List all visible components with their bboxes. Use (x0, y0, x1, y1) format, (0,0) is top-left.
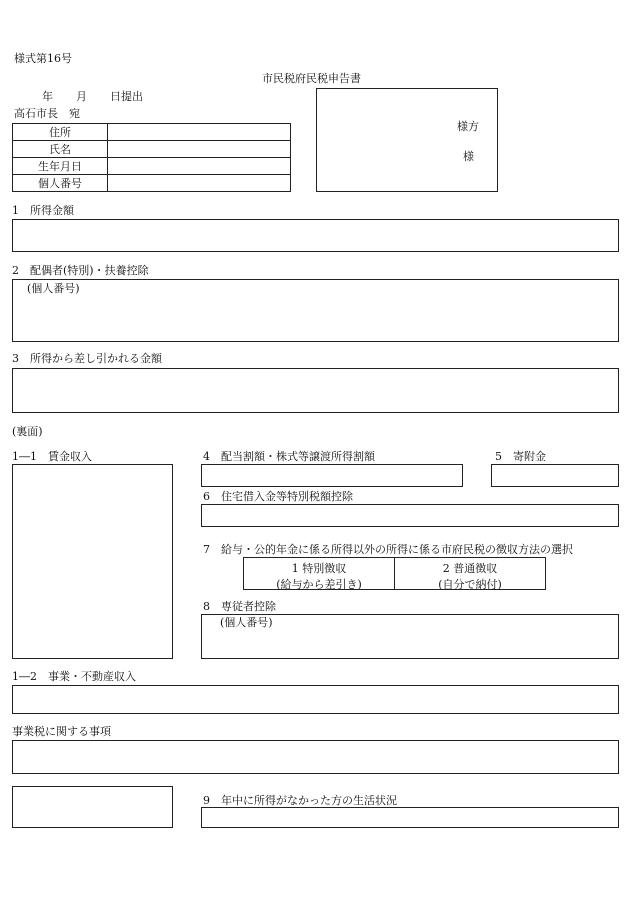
address-field[interactable] (108, 124, 291, 141)
section-donation-label: 5 寄附金 (495, 450, 546, 463)
section-dedicated-worker-label: 8 専従者控除 (203, 600, 276, 613)
section-deductions-label: 3 所得から差し引かれる金額 (12, 352, 162, 365)
personal-info-table (12, 123, 291, 192)
ordinary-collection-note: (自分で納付) (438, 578, 502, 591)
business-tax-field[interactable] (12, 740, 619, 774)
back-side-label: (裏面) (12, 425, 43, 438)
section-wage-income-label: 1―1 賃金収入 (12, 450, 92, 463)
addressee: 高石市長 宛 (14, 107, 80, 120)
spouse-deduction-field[interactable] (12, 279, 619, 342)
recipient-box[interactable] (316, 88, 498, 192)
individual-number-field[interactable] (108, 175, 291, 192)
special-collection-option[interactable] (244, 558, 394, 589)
date-year-label: 年 (42, 90, 53, 103)
personal-info-row (13, 124, 291, 141)
ordinary-collection-option[interactable] (394, 558, 545, 589)
address-label: 住所 (13, 124, 108, 141)
living-situation-field[interactable] (201, 807, 619, 828)
housing-loan-field[interactable] (201, 504, 619, 527)
ordinary-collection-title: 2 普通徴収 (442, 562, 498, 575)
business-tax-label: 事業税に関する事項 (12, 725, 111, 738)
personal-info-row (13, 175, 291, 192)
deductions-field[interactable] (12, 368, 619, 413)
income-field[interactable] (12, 219, 619, 252)
personal-info-row (13, 141, 291, 158)
wage-income-field[interactable] (12, 464, 173, 659)
section-collection-method-label: 7 給与・公的年金に係る所得以外の所得に係る市府民税の徴収方法の選択 (203, 543, 573, 556)
section-living-situation-label: 9 年中に所得がなかった方の生活状況 (203, 794, 397, 807)
name-label: 氏名 (13, 141, 108, 158)
dedicated-worker-individual-number-label: (個人番号) (220, 616, 273, 629)
name-field[interactable] (108, 141, 291, 158)
business-income-field[interactable] (12, 685, 619, 714)
donation-field[interactable] (491, 464, 619, 487)
special-collection-title: 1 特別徴収 (291, 562, 347, 575)
date-month-label: 月 (76, 90, 87, 103)
special-collection-note: (給与から差引き) (276, 578, 362, 591)
section-business-income-label: 1―2 事業・不動産収入 (12, 670, 136, 683)
section-housing-loan-label: 6 住宅借入金等特別税額控除 (203, 490, 353, 503)
birthdate-label: 生年月日 (13, 158, 108, 175)
recipient-sama-kata: 様方 (457, 120, 479, 133)
form-number: 様式第16号 (14, 52, 72, 65)
spouse-individual-number-label: (個人番号) (27, 282, 80, 295)
section-income-label: 1 所得金額 (12, 204, 74, 217)
birthdate-field[interactable] (108, 158, 291, 175)
section-dividend-label: 4 配当割額・株式等譲渡所得割額 (203, 450, 375, 463)
personal-info-row (13, 158, 291, 175)
date-day-label: 日提出 (110, 90, 143, 103)
dedicated-worker-field[interactable] (201, 614, 619, 659)
bottom-left-field[interactable] (12, 786, 173, 828)
form-title: 市民税府民税申告書 (262, 72, 361, 85)
collection-method-options (243, 557, 546, 590)
dividend-field[interactable] (201, 464, 463, 487)
recipient-sama: 様 (463, 150, 474, 163)
section-spouse-deduction-label: 2 配偶者(特別)・扶養控除 (12, 264, 149, 277)
individual-number-label: 個人番号 (13, 175, 108, 192)
